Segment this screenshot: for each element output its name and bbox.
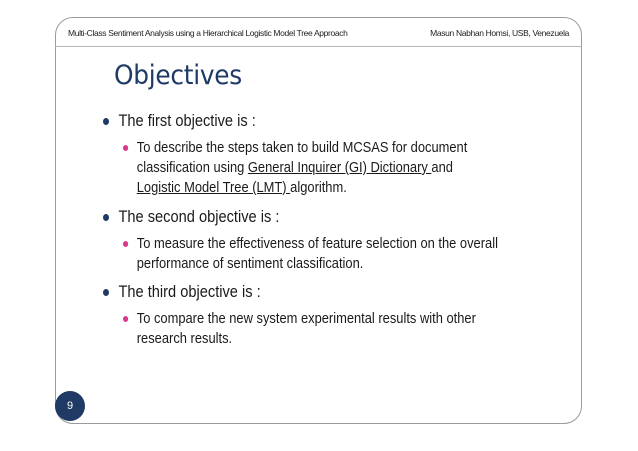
objective-3-label: The third objective is :	[118, 282, 261, 301]
detail-text: classification using	[136, 159, 248, 176]
sub-bullet-dot-icon	[123, 241, 128, 247]
bullet-dot-icon	[103, 289, 109, 296]
detail-line	[137, 158, 541, 178]
detail-line: To compare the new system experimental results with other	[136, 310, 476, 327]
objective-3-detail-text	[137, 309, 541, 349]
objective-1-detail-text	[137, 138, 541, 198]
sub-bullet-dot-icon	[123, 145, 128, 151]
gi-dictionary-link[interactable]: General Inquirer (GI) Dictionary	[247, 159, 432, 176]
bullet-dot-icon	[103, 214, 109, 221]
detail-line: research results.	[136, 330, 233, 347]
detail-line: performance of sentiment classification.	[136, 255, 364, 272]
sub-bullet-dot-icon	[123, 316, 128, 322]
header-author: Masun Nabhan Homsi, USB, Venezuela	[430, 28, 569, 38]
bullet-dot-icon	[103, 118, 109, 125]
detail-text: and	[431, 159, 453, 176]
objective-2-label: The second objective is :	[118, 207, 280, 226]
header-title: Multi-Class Sentiment Analysis using a Hierarchical Logistic Model Tree Approach	[68, 28, 348, 38]
lmt-link[interactable]: Logistic Model Tree (LMT)	[136, 179, 291, 196]
detail-line: To measure the effectiveness of feature selection on the overall	[136, 235, 498, 252]
detail-text: algorithm.	[290, 179, 347, 196]
objective-2-detail-text	[137, 234, 541, 274]
objective-1-label: The first objective is :	[118, 111, 256, 130]
detail-line: To describe the steps taken to build MCSAS for document	[136, 139, 468, 156]
detail-line	[137, 178, 541, 198]
slide-title: Objectives	[114, 60, 242, 91]
page-number-badge: 9	[55, 391, 85, 421]
